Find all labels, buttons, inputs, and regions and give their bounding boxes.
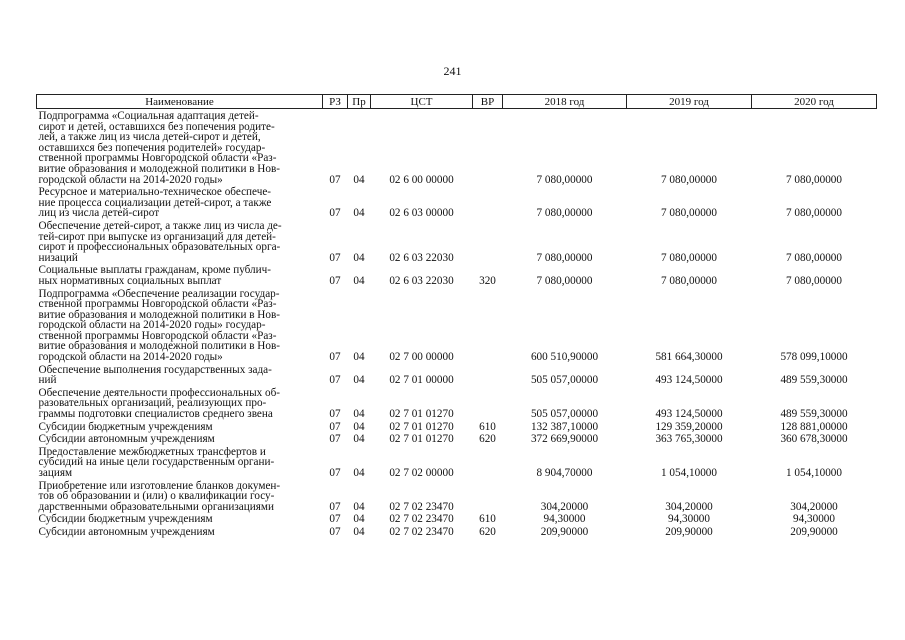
name-line: городской области на 2014-2020 годы»	[38, 173, 223, 186]
name-line: Социальные выплаты гражданам, кроме публич-	[38, 264, 271, 277]
cell-2018: 7 080,00000	[536, 173, 593, 186]
cell-2019: 94,30000	[668, 513, 710, 526]
name-line: тов об образовании и (или) о квалификации госу-	[38, 490, 275, 503]
name-line: граммы подготовки специалистов среднего звена	[38, 408, 273, 421]
cell-vr	[473, 479, 503, 513]
table-row	[37, 109, 877, 186]
cell-pr: 04	[353, 351, 365, 364]
cell-cst: 02 7 02 23470	[389, 500, 454, 513]
cell-2019: 129 359,20000	[655, 420, 723, 433]
cell-name	[37, 263, 323, 286]
cell-2019: 1 054,10000	[661, 467, 717, 479]
name-line: Ресурсное и материально-техническое обеспече-	[38, 186, 272, 199]
name-line: Обеспечение детей-сирот, а также лиц из числа де-	[38, 219, 282, 232]
cell-2019: 493 124,50000	[655, 374, 723, 387]
cell-2019: 7 080,00000	[661, 173, 717, 186]
cell-vr	[473, 219, 503, 263]
cell-name	[37, 386, 323, 420]
table-row	[37, 263, 877, 286]
table-row	[37, 287, 877, 363]
cell-pr: 04	[353, 207, 365, 220]
cell-2018: 8 904,70000	[536, 467, 593, 479]
cell-vr: 320	[479, 274, 496, 287]
name-line: Подпрограмма «Обеспечение реализации государ-	[38, 287, 280, 300]
name-line: лей, а также лиц из числа детей-сирот и детей,	[38, 131, 261, 144]
cell-2018: 372 669,90000	[530, 433, 599, 446]
name-line: сирот и профессиональных образовательных орга-	[38, 241, 281, 254]
cell-2020: 360 678,30000	[780, 433, 848, 446]
cell-rz: 07	[329, 207, 341, 220]
cell-vr	[473, 445, 503, 479]
cell-cst: 02 6 03 00000	[389, 207, 454, 220]
cell-2020: 304,20000	[790, 500, 838, 513]
name-line: оставшихся без попечения родителей» государ-	[38, 141, 266, 154]
header-pr: Пр	[348, 95, 371, 109]
name-line: ственной программы Новгородской области «Раз-	[38, 152, 277, 165]
name-line: зациям	[38, 467, 73, 479]
name-line: Обеспечение выполнения государственных зада-	[38, 363, 272, 376]
cell-cst: 02 7 01 01270	[389, 433, 454, 446]
cell-rz: 07	[329, 374, 341, 387]
cell-vr	[473, 386, 503, 420]
cell-name	[37, 109, 323, 186]
cell-2019: 363 765,30000	[655, 433, 723, 446]
table-header-row	[37, 95, 877, 109]
cell-pr: 04	[353, 467, 365, 479]
cell-2020: 209,90000	[790, 525, 838, 538]
table-row	[37, 512, 877, 525]
cell-cst: 02 7 01 01270	[389, 408, 454, 421]
cell-cst: 02 7 02 23470	[389, 525, 454, 538]
cell-cst: 02 7 01 00000	[389, 374, 454, 387]
cell-vr	[473, 363, 503, 386]
name-line: Субсидии бюджетным учреждениям	[38, 420, 213, 433]
cell-pr: 04	[353, 500, 365, 513]
name-line: низаций	[38, 251, 78, 264]
cell-2020: 578 099,10000	[780, 351, 848, 364]
cell-2019: 581 664,30000	[655, 351, 723, 364]
name-line: ний	[38, 374, 57, 387]
page-number: 241	[443, 64, 462, 78]
name-line: ственной программы Новгородской области «Раз-	[38, 298, 277, 311]
cell-rz: 07	[329, 500, 341, 513]
cell-cst: 02 7 02 23470	[389, 513, 454, 526]
name-line: разовательных организаций, реализующих про-	[38, 397, 267, 410]
name-line: витие образования и молодежной политики в Нов-	[38, 308, 280, 321]
cell-name	[37, 479, 323, 513]
cell-name	[37, 420, 323, 433]
table-row	[37, 386, 877, 420]
cell-pr: 04	[353, 173, 365, 186]
header-2019: 2019 год	[627, 95, 752, 109]
cell-rz: 07	[329, 251, 341, 264]
cell-2019: 7 080,00000	[661, 251, 717, 264]
table-row	[37, 420, 877, 433]
header-2018: 2018 год	[503, 95, 627, 109]
cell-cst: 02 6 00 00000	[389, 173, 454, 186]
name-line: дарственными образовательными организациями	[38, 500, 274, 513]
table-row	[37, 479, 877, 513]
cell-pr: 04	[353, 408, 365, 421]
header-rz: РЗ	[323, 95, 348, 109]
name-line: Субсидии автономным учреждениям	[38, 433, 215, 446]
name-line: Подпрограмма «Социальная адаптация детей-	[38, 110, 259, 122]
cell-2020: 128 881,00000	[780, 420, 848, 433]
header-vr: ВР	[473, 95, 503, 109]
name-line: городской области на 2014-2020 годы»	[38, 351, 223, 364]
cell-vr: 620	[479, 433, 496, 446]
cell-cst: 02 7 02 00000	[389, 467, 454, 479]
cell-cst: 02 6 03 22030	[389, 251, 454, 264]
cell-vr	[473, 185, 503, 219]
cell-pr: 04	[353, 420, 365, 433]
cell-rz: 07	[329, 467, 341, 479]
table-row	[37, 185, 877, 219]
name-line: ние процесса социализации детей-сирот, а также	[38, 196, 272, 209]
cell-rz: 07	[329, 274, 341, 287]
cell-2019: 209,90000	[665, 525, 713, 538]
name-line: субсидий на иные цели государственным органи-	[38, 456, 275, 469]
cell-2018: 505 057,00000	[530, 374, 599, 387]
cell-vr: 610	[479, 420, 496, 433]
cell-2018: 304,20000	[540, 500, 589, 513]
cell-pr: 04	[353, 525, 365, 538]
name-line: ных нормативных социальных выплат	[38, 274, 222, 287]
cell-pr: 04	[353, 433, 365, 446]
cell-name	[37, 363, 323, 386]
cell-name	[37, 445, 323, 479]
name-line: городской области на 2014-2020 годы» государ-	[38, 319, 266, 332]
table-row	[37, 525, 877, 538]
cell-name	[37, 512, 323, 525]
cell-2018: 600 510,90000	[530, 351, 599, 364]
cell-rz: 07	[329, 433, 341, 446]
cell-name	[37, 185, 323, 219]
cell-name	[37, 432, 323, 445]
cell-cst: 02 6 03 22030	[389, 274, 454, 287]
cell-2019: 493 124,50000	[655, 408, 723, 421]
cell-2019: 7 080,00000	[661, 274, 717, 287]
table-row	[37, 219, 877, 263]
header-name: Наименование	[37, 95, 323, 109]
table-row	[37, 445, 877, 479]
cell-vr: 610	[479, 513, 496, 526]
cell-rz: 07	[329, 525, 341, 538]
cell-2019: 304,20000	[665, 500, 713, 513]
cell-2020: 7 080,00000	[786, 207, 842, 220]
cell-vr	[473, 109, 503, 186]
name-line: ственной программы Новгородской области «Раз-	[38, 329, 277, 342]
name-line: тей-сирот при выпуске из организаций для детей-	[38, 230, 276, 243]
cell-2020: 7 080,00000	[786, 251, 842, 264]
cell-pr: 04	[353, 374, 365, 387]
cell-cst: 02 7 01 01270	[389, 420, 454, 433]
table-body	[37, 109, 877, 538]
name-line: витие образования и молодежной политики в Нов-	[38, 340, 280, 353]
cell-2019: 7 080,00000	[661, 207, 717, 220]
cell-name	[37, 525, 323, 538]
cell-2018: 209,90000	[540, 525, 589, 538]
name-line: витие образования и молодежной политики в Нов-	[38, 162, 280, 175]
name-line: Обеспечение деятельности профессиональных об-	[38, 386, 280, 399]
cell-2020: 489 559,30000	[780, 374, 848, 387]
cell-2018: 505 057,00000	[530, 408, 599, 421]
cell-2018: 7 080,00000	[536, 274, 593, 287]
name-line: лиц из числа детей-сирот	[38, 207, 160, 220]
header-cst: ЦСТ	[371, 95, 473, 109]
cell-2018: 7 080,00000	[536, 207, 593, 220]
cell-2020: 489 559,30000	[780, 408, 848, 421]
name-line: Приобретение или изготовление бланков докумен-	[38, 479, 281, 492]
cell-cst: 02 7 00 00000	[389, 351, 454, 364]
cell-rz: 07	[329, 513, 341, 526]
cell-2020: 1 054,10000	[786, 467, 842, 479]
cell-2020: 94,30000	[793, 513, 835, 526]
header-2020: 2020 год	[752, 95, 877, 109]
cell-vr	[473, 287, 503, 363]
cell-rz: 07	[329, 408, 341, 421]
cell-name	[37, 219, 323, 263]
cell-2020: 7 080,00000	[786, 173, 842, 186]
cell-rz: 07	[329, 351, 341, 364]
cell-name	[37, 287, 323, 363]
budget-table	[36, 94, 877, 538]
cell-2018: 94,30000	[543, 513, 586, 526]
name-line: Субсидии автономным учреждениям	[38, 525, 215, 538]
cell-pr: 04	[353, 513, 365, 526]
cell-2018: 132 387,10000	[530, 420, 599, 433]
cell-2020: 7 080,00000	[786, 274, 842, 287]
name-line: сирот и детей, оставшихся без попечения родите-	[38, 120, 275, 133]
name-line: Субсидии бюджетным учреждениям	[38, 513, 213, 526]
cell-2018: 7 080,00000	[536, 251, 593, 264]
name-line: Предоставление межбюджетных трансфертов и	[38, 445, 266, 458]
cell-vr: 620	[479, 525, 496, 538]
table-row	[37, 432, 877, 445]
cell-pr: 04	[353, 274, 365, 287]
cell-rz: 07	[329, 420, 341, 433]
cell-rz: 07	[329, 173, 341, 186]
cell-pr: 04	[353, 251, 365, 264]
table-row	[37, 363, 877, 386]
